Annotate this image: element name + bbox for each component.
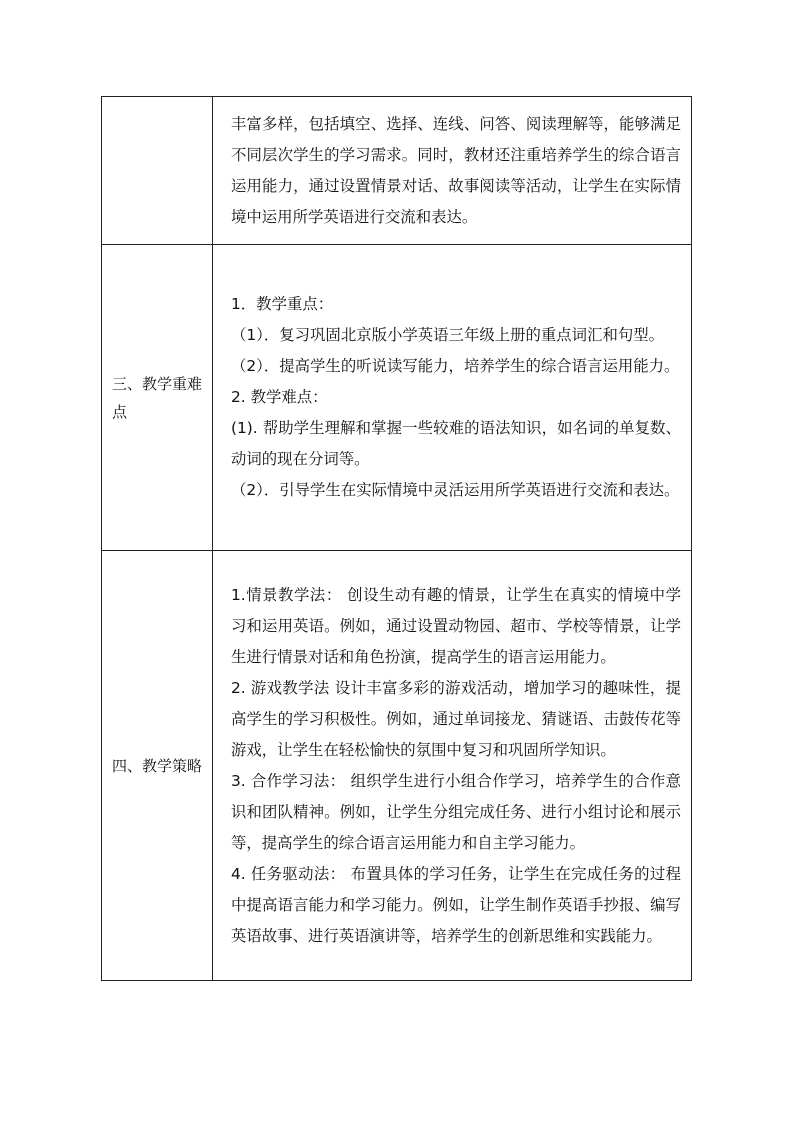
content-paragraph: 1.情景教学法： 创设生动有趣的情景，让学生在真实的情境中学习和运用英语。例如，通过设置动物园、超市、学校等情景，让学生进行情景对话和角色扮演，提高学生的语言运用能力。	[231, 585, 681, 666]
content-paragraph: （2）．提高学生的听说读写能力，培养学生的综合语言运用能力。	[231, 357, 680, 375]
table-row	[102, 551, 692, 981]
row-content-teaching-strategies	[213, 551, 692, 981]
content-paragraph: 2. 教学难点：	[231, 388, 328, 406]
lesson-plan-table	[101, 96, 692, 981]
content-paragraph: (1). 帮助学生理解和掌握一些较难的语法知识，如名词的单复数、动词的现在分词等。	[231, 419, 681, 468]
table-row	[102, 97, 692, 245]
content-paragraph: （2）．引导学生在实际情境中灵活运用所学英语进行交流和表达。	[231, 481, 680, 499]
content-paragraph: （1）．复习巩固北京版小学英语三年级上册的重点词汇和句型。	[231, 326, 665, 344]
content-paragraph: 3. 合作学习法： 组织学生进行小组合作学习，培养学生的合作意识和团队精神。例如，让学生分组完成任务、进行小组讨论和展示等，提高学生的综合语言运用能力和自主学习能力。	[231, 771, 681, 852]
content-paragraph: 4. 任务驱动法： 布置具体的学习任务，让学生在完成任务的过程中提高语言能力和学习能力。例如，让学生制作英语手抄报、编写英语故事、进行英语演讲等，培养学生的创新思维和实践能力。	[231, 864, 681, 945]
content-paragraph: 1．教学重点：	[231, 295, 334, 313]
row-content-textbook-description	[213, 97, 692, 245]
row-label-empty	[102, 97, 213, 245]
table-row	[102, 245, 692, 551]
content-paragraph: 丰富多样，包括填空、选择、连线、问答、阅读理解等，能够满足不同层次学生的学习需求。同时，教材还注重培养学生的综合语言运用能力，通过设置情景对话、故事阅读等活动，让学生在实际情境中运用所学英语进行交流和表达。	[231, 114, 681, 226]
row-label-key-difficult-points: 三、教学重难点	[102, 245, 213, 551]
content-paragraph: 2. 游戏教学法 设计丰富多彩的游戏活动，增加学习的趣味性，提高学生的学习积极性。例如，通过单词接龙、猜谜语、击鼓传花等游戏，让学生在轻松愉快的氛围中复习和巩固所学知识。	[231, 678, 681, 759]
row-label-teaching-strategies: 四、教学策略	[102, 551, 213, 981]
row-content-key-difficult-points	[213, 245, 692, 551]
